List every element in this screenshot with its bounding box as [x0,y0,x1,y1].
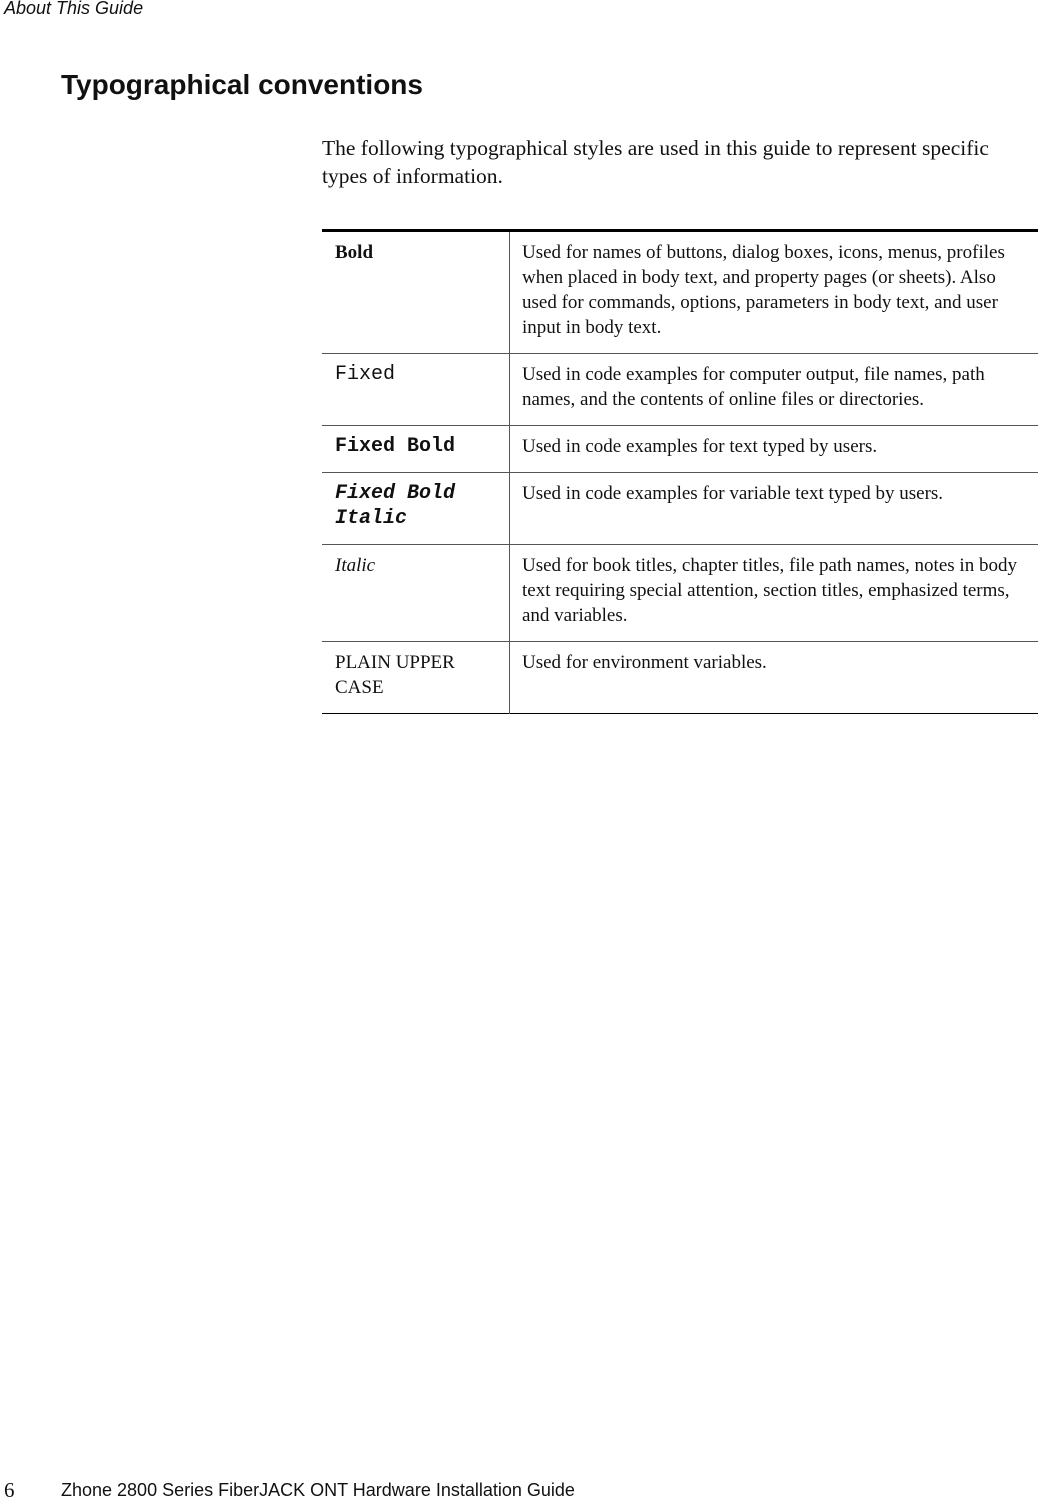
convention-description: Used in code examples for variable text typed by users. [510,473,1038,545]
convention-description: Used in code examples for text typed by users. [510,426,1038,473]
conventions-table [322,229,1038,714]
footer-book-title: Zhone 2800 Series FiberJACK ONT Hardware Installation Guide [61,1480,575,1501]
convention-term: Fixed Bold Italic [322,473,510,545]
convention-term: PLAIN UPPER CASE [322,642,510,714]
convention-term: Fixed [322,354,510,426]
convention-description: Used for book titles, chapter titles, file path names, notes in body text requiring special attention, section titles, emphasized terms, and variables. [510,545,1038,642]
table-row [322,642,1038,714]
convention-term: Italic [322,545,510,642]
convention-term: Bold [322,231,510,354]
intro-paragraph: The following typographical styles are used in this guide to represent specific types of information. [322,134,1034,190]
table-row [322,426,1038,473]
convention-term: Fixed Bold [322,426,510,473]
table-row [322,354,1038,426]
section-title: Typographical conventions [61,69,423,101]
convention-description: Used for names of buttons, dialog boxes, icons, menus, profiles when placed in body text, and property pages (or sheets). Also used for commands, options, parameters in body text, and user input in body text. [510,231,1038,354]
table-row [322,545,1038,642]
convention-description: Used for environment variables. [510,642,1038,714]
page-number: 6 [4,1478,15,1503]
table-row [322,473,1038,545]
table-row [322,231,1038,354]
running-header: About This Guide [4,0,143,19]
convention-description: Used in code examples for computer output, file names, path names, and the contents of online files or directories. [510,354,1038,426]
